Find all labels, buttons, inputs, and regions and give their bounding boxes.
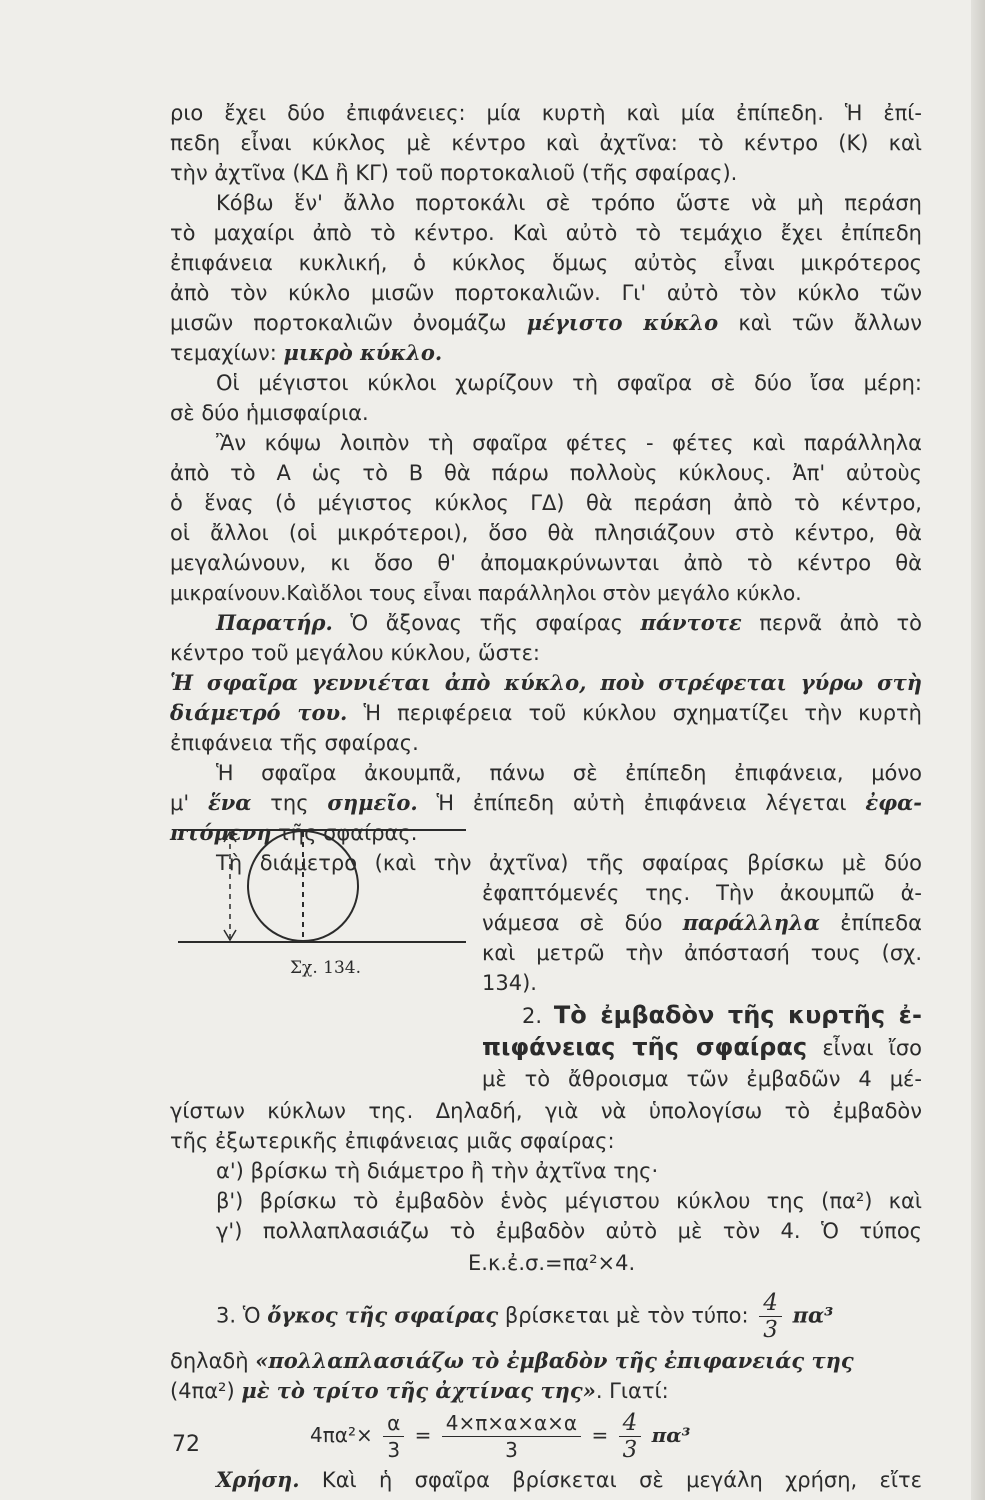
text-line: πιφάνειας τῆς σφαίρας εἶναι ἴσο [482, 1033, 922, 1061]
text-line: μ' ἕνα της σημεῖο. Ἡ ἐπίπεδη αὐτὴ ἐπιφάνεια λέγεται ἐφα- [170, 790, 922, 815]
text-line: α') βρίσκω τὴ διάμετρο ἢ τὴν ἀχτῖνα της· [216, 1159, 659, 1183]
text-line: μικραίνουν.Καὶὅλοι τους εἶναι παράλληλοι στὸν μεγάλο κύκλο. [170, 581, 802, 605]
emphasis: πτόμενη [170, 820, 272, 845]
text-line: ὁ ἕνας (ὁ μέγιστος κύκλος ΓΔ) θὰ περάση ἀπὸ τὸ κέντρο, [170, 491, 922, 515]
text-line: 2. Τὸ ἐμβαδὸν τῆς κυρτῆς ἐ- [522, 1001, 922, 1029]
sphere-diagram [168, 816, 468, 956]
emphasis: ὄγκος τῆς σφαίρας [267, 1302, 499, 1328]
text-line: διάμετρό του. Ἡ περιφέρεια τοῦ κύκλου σχηματίζει τὴν κυρτὴ [170, 700, 922, 725]
formula-term: πα³ [792, 1302, 834, 1328]
text-line: τὴν ἀχτῖνα (ΚΔ ἢ ΚΓ) τοῦ πορτοκαλιοῦ (τῆς σφαίρας). [170, 161, 738, 185]
page-edge [971, 0, 985, 1500]
page-number: 72 [172, 1432, 200, 1457]
text-line: ἐφαπτόμενές της. Τὴν ἀκουμπῶ ἀ- [482, 881, 922, 905]
text-line: Κόβω ἕν' ἄλλο πορτοκάλι σὲ τρόπο ὥστε νὰ μὴ περάση [216, 191, 922, 215]
text-line: Ἂν κόψω λοιπὸν τὴ σφαῖρα φέτες - φέτες καὶ παράλληλα [216, 431, 922, 455]
formula: Ε.κ.ἐ.σ.=πα²×4. [468, 1251, 636, 1275]
text-line: μὲ τὸ ἄθροισμα τῶν ἐμβαδῶν 4 μέ- [482, 1067, 922, 1091]
emphasis: ἐφα- [865, 790, 922, 815]
text-line: ἐπιφάνεια τῆς σφαίρας. [170, 731, 419, 755]
text-line: γίστων κύκλων της. Δηλαδή, γιὰ νὰ ὑπολογίσω τὸ ἐμβαδὸν [170, 1099, 922, 1123]
text-line: Τὴ διάμετρο (καὶ τὴν ἀχτῖνα) τῆς σφαίρας βρίσκω μὲ δύο [216, 851, 922, 875]
text-line: κέντρο τοῦ μεγάλου κύκλου, ὥστε: [170, 641, 541, 665]
text-line: ἀπὸ τὸ Α ὡς τὸ Β θὰ πάρω πολλοὺς κύκλους. Ἀπ' αὐτοὺς [170, 461, 922, 485]
text-line: καὶ μετρῶ τὴν ἀπόστασή τους (σχ. [482, 941, 922, 965]
remark-label: Παρατήρ. [216, 610, 333, 635]
text-line: τὸ μαχαίρι ἀπὸ τὸ κέντρο. Καὶ αὐτὸ τὸ τεμάχιο ἔχει ἐπίπεδη [170, 221, 922, 245]
emphasis: σημεῖο. [327, 790, 418, 815]
text-line: 3. Ὁ ὄγκος τῆς σφαίρας βρίσκεται μὲ τὸν τύπο: $\frac{4}{3}$ πα³ [216, 1290, 834, 1343]
text-line: Χρήση. Καὶ ἡ σφαῖρα βρίσκεται σὲ μεγάλη χρήση, εἴτε [216, 1467, 922, 1492]
text-line: ἐπιφάνεια κυκλική, ὁ κύκλος ὅμως αὐτὸς εἶναι μικρότερος [170, 251, 922, 275]
text-line: μεγαλώνουν, κι ὅσο θ' ἀπομακρύνωνται ἀπὸ τὸ κέντρο θὰ [170, 551, 922, 575]
usage-label: Χρήση. [216, 1467, 300, 1492]
figure-caption: Σχ. 134. [290, 958, 361, 978]
fraction: $\frac{\alpha}{3}$ [383, 1410, 404, 1463]
equation: 4πα²× $\frac{\alpha}{3}$ = $\frac{4\times\pi\times\alpha\times\alpha\times\alpha}{3}$ = $\frac{4}{3}$ πα³ [310, 1410, 691, 1463]
emphasis: μὲ τὸ τρίτο τῆς ἀχτίνας της» [241, 1378, 596, 1403]
text-line: τῆς ἐξωτερικῆς ἐπιφάνειας μιᾶς σφαίρας: [170, 1129, 615, 1153]
text-line: γ') πολλαπλασιάζω τὸ ἐμβαδὸν αὐτὸ μὲ τὸν 4. Ὁ τύπος [216, 1219, 922, 1243]
text-line: ἀπὸ τὸν κύκλο μισῶν πορτοκαλιῶν. Γι' αὐτὸ τὸν κύκλο τῶν [170, 281, 922, 305]
emphasis: πάντοτε [640, 610, 742, 635]
text-line: σὲ δύο ἡμισφαίρια. [170, 401, 369, 425]
text-line: πτόμενη τῆς σφαίρας. [170, 820, 418, 845]
fraction: $\frac{4}{3}$ [619, 1410, 642, 1463]
text-line: Οἱ μέγιστοι κύκλοι χωρίζουν τὴ σφαῖρα σὲ δύο ἴσα μέρη: [216, 371, 922, 395]
text-line: β') βρίσκω τὸ ἐμβαδὸν ἑνὸς μέγιστου κύκλου της (πα²) καὶ [216, 1189, 922, 1213]
emphasis: ἕνα [207, 790, 252, 815]
text-line: δηλαδὴ «πολλαπλασιάζω τὸ ἐμβαδὸν τῆς ἐπιφανειάς της [170, 1348, 854, 1373]
text-line: Παρατήρ. Ὁ ἄξονας τῆς σφαίρας πάντοτε περνᾶ ἀπὸ τὸ [216, 610, 923, 635]
section-heading: πιφάνειας τῆς σφαίρας [482, 1033, 808, 1061]
emphasis: μέγιστο κύκλο [526, 310, 719, 335]
text-line: μισῶν πορτοκαλιῶν ὀνομάζω μέγιστο κύκλο καὶ τῶν ἄλλων [170, 310, 923, 335]
text-line: (4πα²) μὲ τὸ τρίτο τῆς ἀχτίνας της». Γιατί: [170, 1378, 669, 1403]
emphasis: παράλληλα [682, 910, 820, 935]
text-line: τεμαχίων: μικρὸ κύκλο. [170, 340, 443, 365]
text-line: Ἡ σφαῖρα ἀκουμπᾶ, πάνω σὲ ἐπίπεδη ἐπιφάνεια, μόνο [216, 761, 922, 785]
fraction: $\frac{4}{3}$ [759, 1290, 782, 1343]
fraction: $\frac{4\times\pi\times\alpha\times\alpha\times\alpha}{3}$ [442, 1410, 581, 1463]
text-line: ριο ἔχει δύο ἐπιφάνειες: μία κυρτὴ καὶ μία ἐπίπεδη. Ἡ ἐπί- [170, 101, 922, 125]
formula-term: πα³ [651, 1423, 691, 1447]
text-line: οἱ ἄλλοι (οἱ μικρότεροι), ὅσο θὰ πλησιάζουν στὸ κέντρο, θὰ [170, 521, 922, 545]
text-line: νάμεσα σὲ δύο παράλληλα ἐπίπεδα [482, 910, 922, 935]
emphasis: διάμετρό του. [170, 700, 348, 725]
text-line: πεδη εἶναι κύκλος μὲ κέντρο καὶ ἀχτῖνα: τὸ κέντρο (Κ) καὶ [170, 131, 922, 155]
emphasis: μικρὸ κύκλο. [283, 340, 443, 365]
section-heading: Τὸ ἐμβαδὸν τῆς κυρτῆς ἐ- [553, 1001, 922, 1029]
emphasis: «πολλαπλασιάζω τὸ ἐμβαδὸν τῆς ἐπιφανειάς της [255, 1348, 854, 1373]
text-line: 134). [482, 971, 537, 995]
text-line: Ἡ σφαῖρα γεννιέται ἀπὸ κύκλο, ποὺ στρέφεται γύρω στὴ [170, 670, 922, 695]
